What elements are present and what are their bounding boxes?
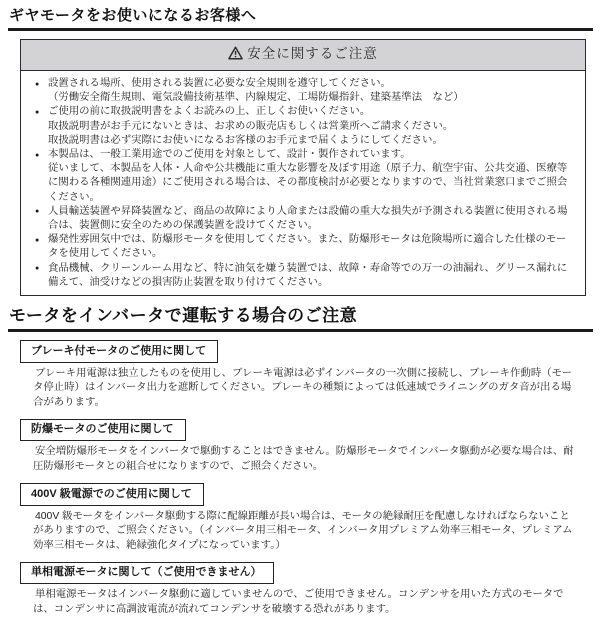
subsection-body: 単相電源モータはインバータ駆動に適していませんので、ご使用できません。コンデンサを用いた方式のモータでは、コンデンサに高調波電流が流れてコンデンサを破壊する恐れがあります。 bbox=[33, 589, 564, 616]
safety-bullet-line: ● 食品機械、クリーンルーム用など、特に油気を嫌う装置では、故障・寿命等での万一の油漏れ、グリース漏れに備えて、油受けなどの損害防止装置を取り付けてください。 bbox=[48, 262, 568, 288]
safety-bullet-list bbox=[35, 77, 573, 290]
safety-bullet-line: ● ご使用の前に取扱説明書をよくお読みの上、正しくお使いください。 bbox=[48, 106, 371, 118]
subsection-label: ブレーキ付モータのご使用に関して bbox=[20, 340, 218, 363]
safety-bullet-item bbox=[35, 262, 573, 290]
safety-bullet-item bbox=[35, 205, 573, 233]
subsection-body: ブレーキ用電源は独立したものを使用し、ブレーキ電源は必ずインバータの一次側に接続し、ブレーキ作動時（モータ停止時）はインバータ出力を遮断してください。ブレーキの種類によっては低速域でライニングのガタ音が出る場合があります。 bbox=[33, 367, 572, 409]
safety-bullet-line: 取扱説明書は必ず実際にお使いになるお客様のお手元まで届くようにしてください。 bbox=[48, 134, 443, 146]
inverter-section-title: モータをインバータで運転する場合のご注意 bbox=[8, 305, 593, 332]
safety-bullet-item bbox=[35, 105, 573, 148]
safety-bullet-line: ● 人員輸送装置や昇降装置など、商品の故障により人命または設備の重大な損失が予測される装置に使用される場合は、装置側に安全のための保護装置を設けてください。 bbox=[48, 205, 568, 232]
subsection-label: 単相電源モータに関して（ご使用できません） bbox=[20, 562, 274, 585]
inverter-subsections bbox=[8, 332, 593, 618]
safety-bullet-line: 従いまして、本製品を人体・人命や公共機能に重大な影響を及ぼす用途（原子力、航空宇宙、公共交通、医療等に関わる各種関連用途）にご使用される場合は、その都度検討が必要となりますので、当社営業窓口までご照会ください。 bbox=[48, 163, 568, 203]
safety-notice-box bbox=[20, 39, 586, 296]
subsection-label: 400V 級電源でのご使用に関して bbox=[20, 483, 204, 506]
safety-bullet-line: ● 本製品は、一般工業用途でのご使用を対象として、設計・製作されています。 bbox=[48, 149, 411, 161]
subsection-body: 安全増防爆形モータをインバータで駆動することはできません。防爆形モータでインバータ駆動が必要な場合は、耐圧防爆形モータとの組合せになりますので、ご照会ください。 bbox=[33, 446, 574, 473]
warning-triangle-icon bbox=[228, 46, 243, 65]
page-title: ギヤモータをお使いになるお客様へ bbox=[8, 4, 593, 31]
safety-bullet-item bbox=[35, 233, 573, 261]
safety-bullet-line: 取扱説明書がお手元にないときは、お求めの販売店もしくは営業所へご請求ください。 bbox=[48, 120, 454, 132]
safety-bullet-item bbox=[35, 148, 573, 205]
safety-bullet-item bbox=[35, 77, 573, 105]
safety-notice-header bbox=[21, 40, 585, 71]
subsection-body: 400V 級モータをインバータ駆動する際に配線距離が長い場合は、モータの絶縁耐圧を配慮しなければならないことがありますので、ご照会ください。（インバータ用三相モータ、インバータ用プレミアム効率三相モータ、プレミアム効率三相モータは、絶縁強化タイプになっています。） bbox=[33, 510, 573, 552]
safety-notice-body bbox=[21, 71, 585, 295]
safety-notice-header-label: 安全に関するご注意 bbox=[247, 46, 378, 61]
safety-bullet-line: ● 設置される場所、使用される装置に必要な安全規則を遵守してください。 bbox=[48, 78, 391, 89]
subsection-label: 防爆モータのご使用に関して bbox=[20, 419, 186, 442]
safety-bullet-line: ● 爆発性雰囲気中では、防爆形モータを使用してください。また、防爆形モータは危険場所に適合した仕様のモータを使用してください。 bbox=[48, 234, 567, 260]
safety-bullet-line: （労働安全衛生規則、電気設備技術基準、内線規定、工場防爆指針、建築基準法 など） bbox=[48, 92, 464, 104]
